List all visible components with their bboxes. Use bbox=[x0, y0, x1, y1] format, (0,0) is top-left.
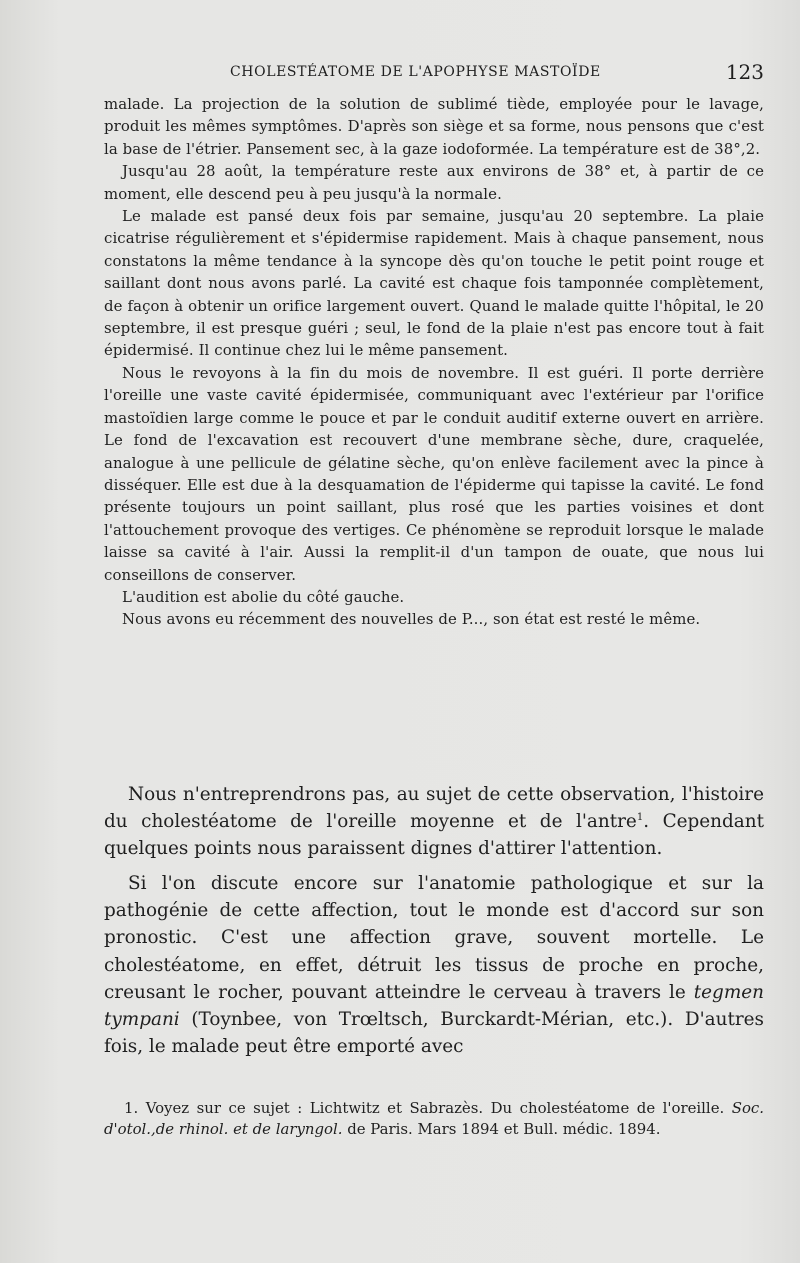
running-title: CHOLESTÉATOME DE L'APOPHYSE MASTOÏDE bbox=[230, 64, 601, 80]
paragraph: Jusqu'au 28 août, la température reste aux environs de 38° et, à partir de ce moment, elle descend peu à peu jusqu'à la normale. bbox=[104, 162, 764, 203]
text-run: . Cependant quelques points nous paraissent dignes d'attirer l'attention. bbox=[104, 811, 764, 860]
page-number: 123 bbox=[725, 60, 764, 84]
text-run: (Toynbee, von Trœltsch, Burckardt-Mérian, etc.). D'autres fois, le malade peut être emporté avec bbox=[104, 1008, 764, 1057]
italic-term: tegmen tympani bbox=[104, 981, 764, 1030]
footnote bbox=[104, 1098, 764, 1140]
text-run: de Paris. Mars 1894 et Bull. médic. 1894. bbox=[342, 1120, 661, 1138]
running-head bbox=[104, 60, 764, 86]
footnote-text bbox=[104, 1098, 764, 1140]
discussion-paragraph bbox=[104, 781, 764, 862]
case-report-text bbox=[104, 93, 764, 631]
text-run: Nous n'entreprendrons pas, au sujet de cette observation, l'histoire du cholestéatome de l'oreille moyenne et de l'antre bbox=[104, 784, 764, 833]
paragraph: Nous avons eu récemment des nouvelles de P..., son état est resté le même. bbox=[122, 610, 701, 629]
discussion-paragraph bbox=[104, 870, 764, 1060]
paragraph: malade. La projection de la solution de sublimé tiède, employée pour le lavage, produit les mêmes symptômes. D'après son siège et sa forme, nous pensons que c'est la base de l'étrier. Pansement sec, à la gaze iodoformée. La température est de 38°,2. bbox=[104, 95, 764, 158]
footnote-ref: 1 bbox=[636, 811, 644, 823]
text-run: 1. Voyez sur ce sujet : Lichtwitz et Sabrazès. Du cholestéatome de l'oreille. bbox=[124, 1099, 732, 1117]
paragraph: L'audition est abolie du côté gauche. bbox=[122, 587, 405, 606]
italic-citation: Soc. d'otol.,de rhinol. et de laryngol. bbox=[104, 1099, 764, 1138]
discussion-text bbox=[104, 781, 764, 1060]
text-run: Si l'on discute encore sur l'anatomie pathologique et sur la pathogénie de cette affection, tout le monde est d'accord sur son pronostic. C'est une affection grave, souvent mortelle. Le cholestéatome, en effet, détruit les tissus de proche en proche, creusant le rocher, pouvant atteindre le cerveau à travers le bbox=[104, 873, 764, 1003]
paragraph: Nous le revoyons à la fin du mois de novembre. Il est guéri. Il porte derrière l'oreille une vaste cavité épidermisée, communiquant avec l'extérieur par l'orifice mastoïdien large comme le pouce et par le conduit auditif externe ouvert en arrière. Le fond de l'excavation est recouvert d'une membrane sèche, dure, craquelée, analogue à une pellicule de gélatine sèche, qu'on enlève facilement avec la pince à disséquer. Elle est due à la desquamation de l'épiderme qui tapisse la cavité. Le fond présente toujours un point saillant, plus rosé que les parties voisines et dont l'attouchement provoque des vertiges. Ce phénomène se reproduit lorsque le malade laisse sa cavité à l'air. Aussi la remplit-il d'un tampon de ouate, que nous lui conseillons de conserver. bbox=[104, 363, 764, 584]
paragraph: Le malade est pansé deux fois par semaine, jusqu'au 20 septembre. La plaie cicatrise régulièrement et s'épidermise rapidement. Mais à chaque pansement, nous constatons la même tendance à la syncope dès qu'on touche le petit point rouge et saillant dont nous avons parlé. La cavité est chaque fois tamponnée complètement, de façon à obtenir un orifice largement ouvert. Quand le malade quitte l'hôpital, le 20 septembre, il est presque guéri ; seul, le fond de la plaie n'est pas encore tout à fait épidermisé. Il continue chez lui le même pansement. bbox=[104, 207, 764, 360]
